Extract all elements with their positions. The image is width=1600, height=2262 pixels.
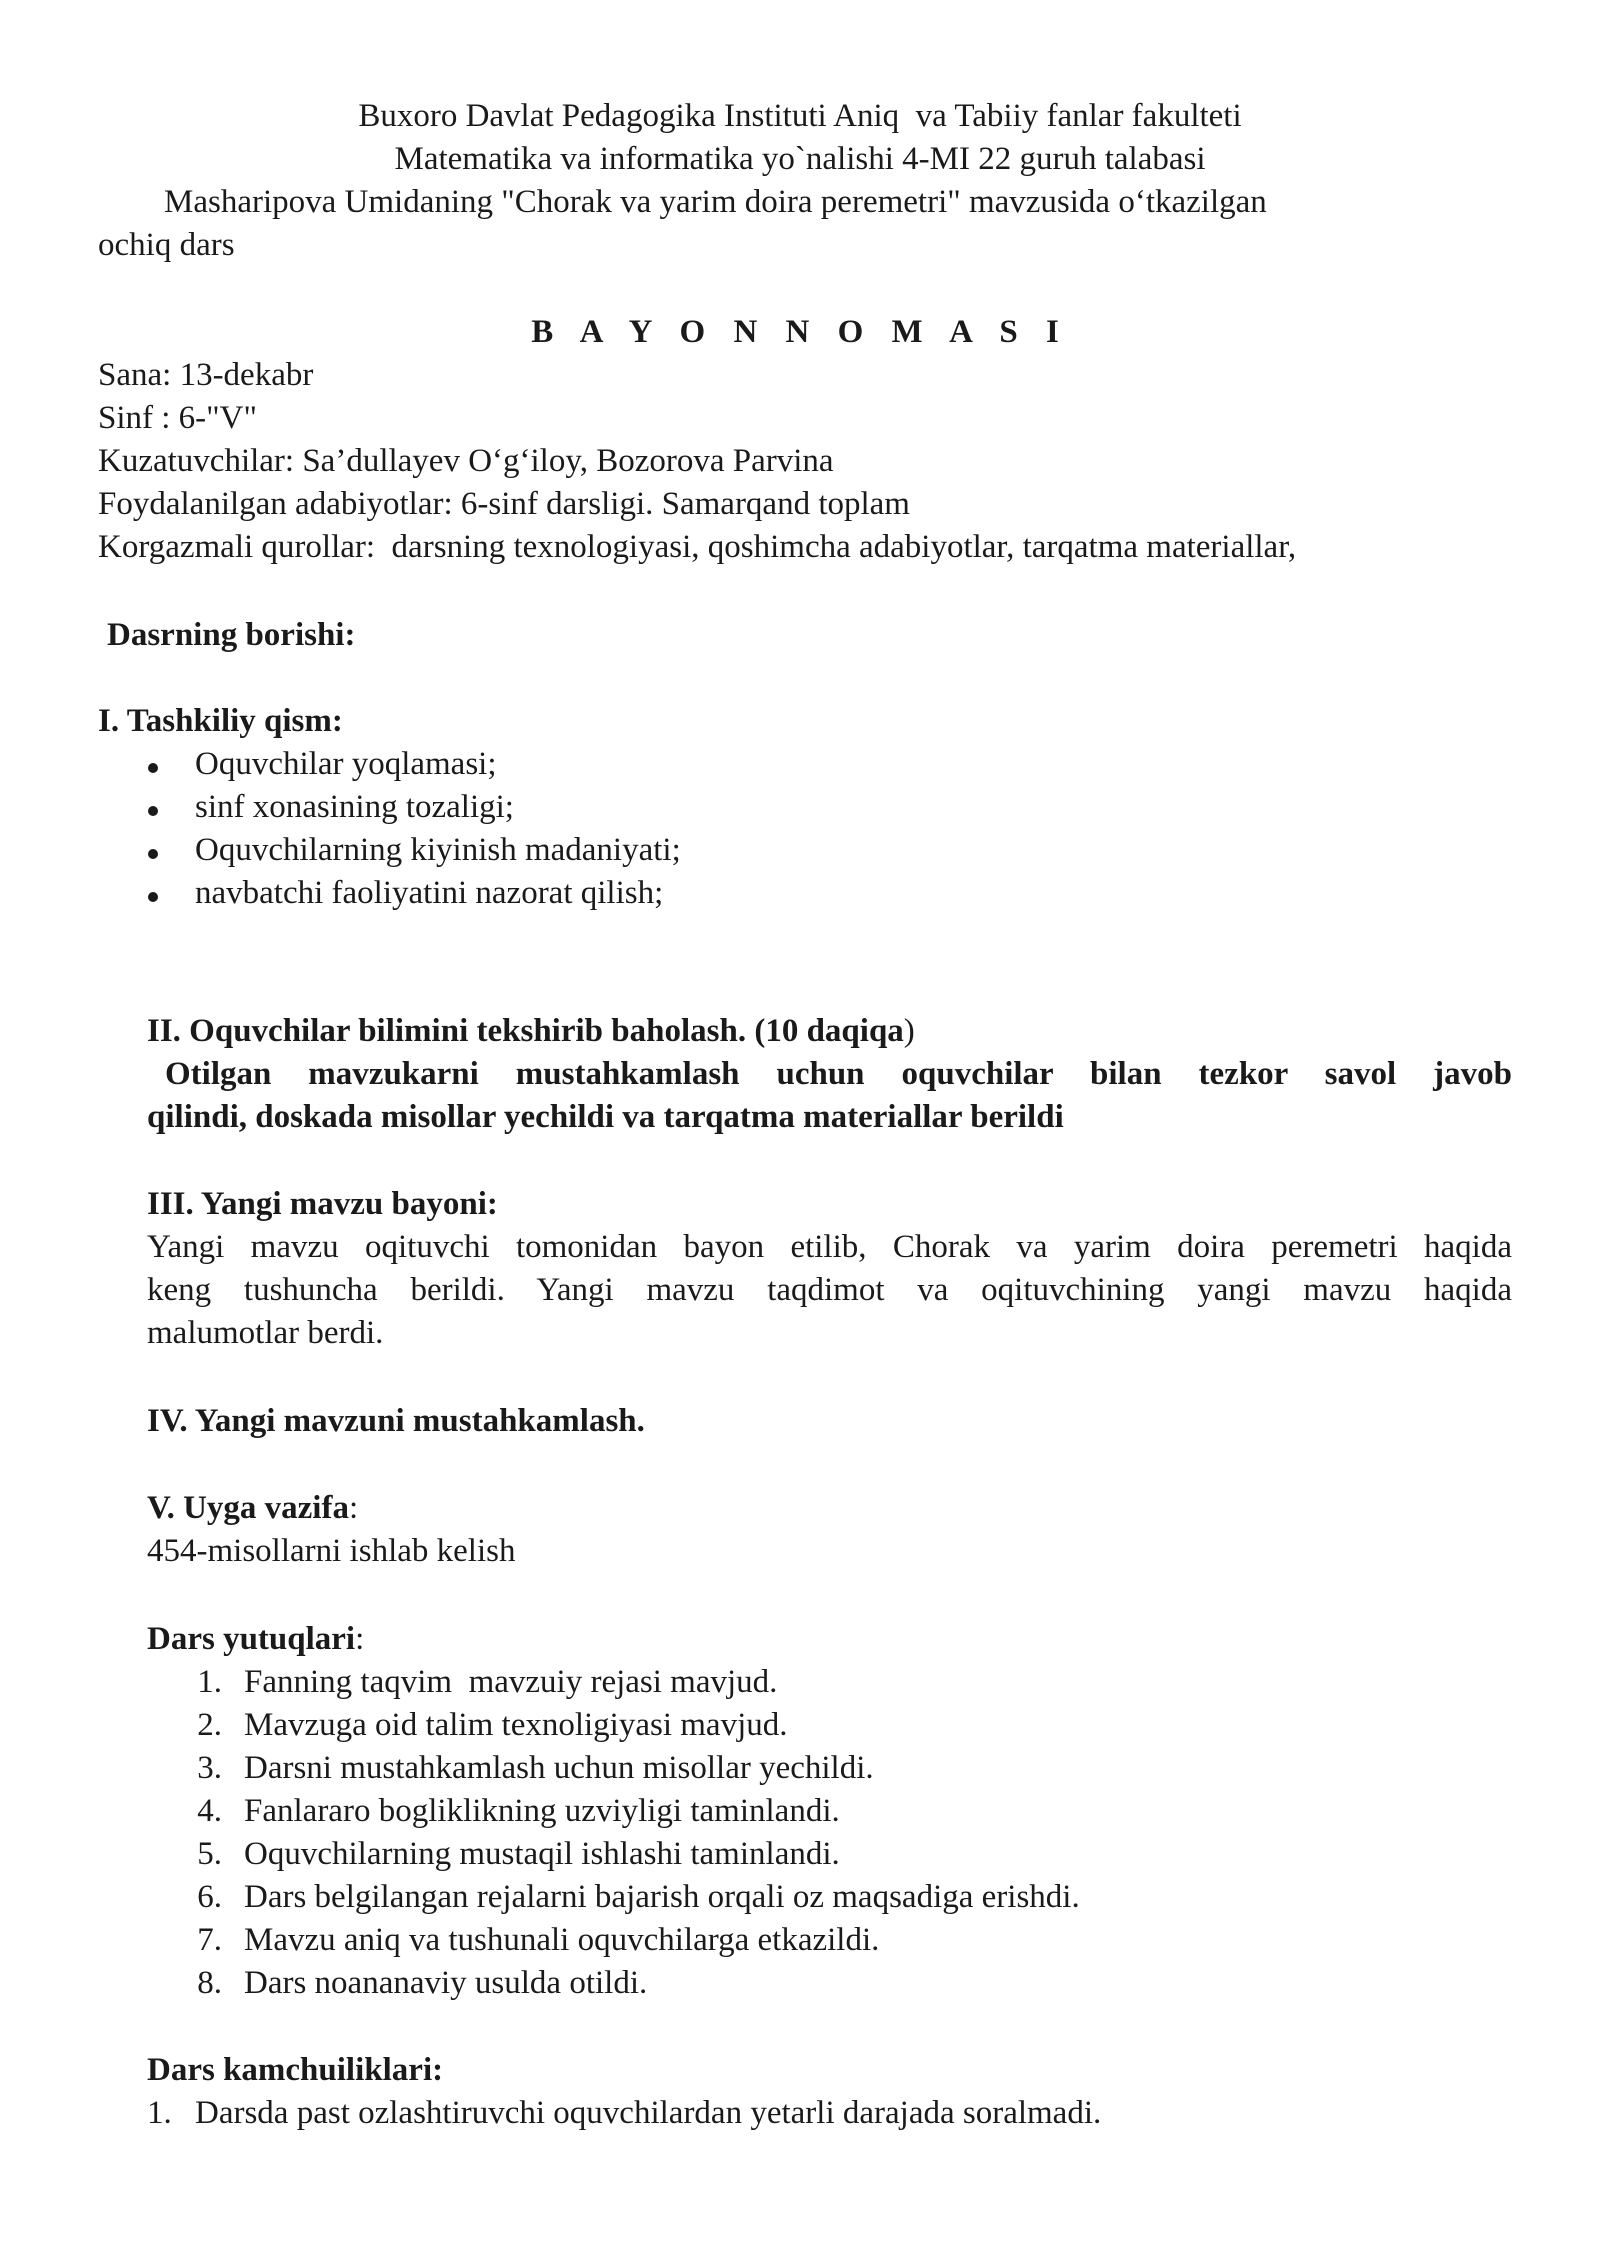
info-visual-aids: Korgazmali qurollar: darsning texnologiyasi, qoshimcha adabiyotlar, tarqatma materiallar,	[98, 529, 1297, 565]
lesson-progress-heading: Dasrning borishi:	[107, 617, 356, 653]
list-item: Mavzu aniq va tushunali oquvchilarga etkazildi.	[244, 1922, 880, 1958]
section-3-line-3: malumotlar berdi.	[147, 1315, 384, 1351]
section-2-heading	[147, 1013, 915, 1049]
list-number: 5.	[197, 1836, 222, 1872]
shortcomings-heading: Dars kamchuiliklari:	[147, 2052, 444, 2088]
bullet-icon	[148, 849, 158, 859]
header-line-3: Masharipova Umidaning "Chorak va yarim doira peremetri" mavzusida o‘tkazilgan	[164, 184, 1267, 220]
list-item: Fanning taqvim mavzuiy rejasi mavjud.	[244, 1664, 778, 1700]
list-item: Fanlararo bogliklikning uzviyligi taminlandi.	[244, 1793, 840, 1829]
list-item: Oquvchilarning mustaqil ishlashi taminlandi.	[244, 1836, 840, 1872]
header-line-2: Matematika va informatika yo`nalishi 4-MI 22 guruh talabasi	[394, 141, 1206, 177]
bullet-icon	[148, 763, 158, 773]
list-number: 2.	[197, 1707, 222, 1743]
header-line-1: Buxoro Davlat Pedagogika Instituti Aniq va Tabiiy fanlar fakulteti	[358, 98, 1242, 134]
list-number: 1.	[147, 2095, 172, 2131]
info-date: Sana: 13-dekabr	[98, 357, 314, 393]
document-title: B A Y O N N O M A S I	[531, 314, 1069, 350]
list-item: Dars noananaviy usulda otildi.	[244, 1965, 648, 2001]
bullet-icon	[148, 892, 158, 902]
info-class: Sinf : 6-"V"	[98, 400, 257, 436]
list-item: navbatchi faoliyatini nazorat qilish;	[195, 875, 664, 911]
section-2-heading-text: II. Oquvchilar bilimini tekshirib baholash. (10 daqiqa	[147, 1013, 904, 1049]
list-number: 4.	[197, 1793, 222, 1829]
bullet-icon	[148, 806, 158, 816]
section-3-heading: III. Yangi mavzu bayoni:	[147, 1186, 498, 1222]
section-2-line-1: Otilgan mavzukarni mustahkamlash uchun oquvchilar bilan tezkor savol javob	[165, 1056, 1512, 1092]
list-number: 7.	[197, 1922, 222, 1958]
section-5-heading-text: V. Uyga vazifa	[147, 1490, 349, 1526]
section-5-heading-tail: :	[348, 1490, 359, 1526]
list-item: Darsda past ozlashtiruvchi oquvchilardan yetarli darajada soralmadi.	[195, 2095, 1102, 2131]
list-item: Dars belgilangan rejalarni bajarish orqali oz maqsadiga erishdi.	[244, 1879, 1080, 1915]
list-item: Mavzuga oid talim texnoligiyasi mavjud.	[244, 1707, 788, 1743]
section-4-heading: IV. Yangi mavzuni mustahkamlash.	[147, 1403, 645, 1439]
list-number: 8.	[197, 1965, 222, 2001]
section-5-heading	[147, 1490, 358, 1526]
list-item: Darsni mustahkamlash uchun misollar yechildi.	[244, 1750, 874, 1786]
section-3-line-2: keng tushuncha berildi. Yangi mavzu taqdimot va oqituvchining yangi mavzu haqida	[147, 1272, 1512, 1308]
info-literature: Foydalanilgan adabiyotlar: 6-sinf darsligi. Samarqand toplam	[98, 486, 910, 522]
list-number: 6.	[197, 1879, 222, 1915]
achievements-heading-text: Dars yutuqlari	[147, 1621, 356, 1657]
list-number: 3.	[197, 1750, 222, 1786]
list-item: Oquvchilar yoqlamasi;	[195, 746, 497, 782]
header-line-4: ochiq dars	[98, 227, 235, 263]
list-number: 1.	[197, 1664, 222, 1700]
info-observers: Kuzatuvchilar: Sa’dullayev O‘g‘iloy, Bozorova Parvina	[98, 443, 834, 479]
achievements-heading	[147, 1621, 364, 1657]
homework-text: 454-misollarni ishlab kelish	[147, 1533, 516, 1569]
section-3-line-1: Yangi mavzu oqituvchi tomonidan bayon etilib, Chorak va yarim doira peremetri haqida	[147, 1229, 1512, 1265]
list-item: sinf xonasining tozaligi;	[195, 789, 514, 825]
achievements-heading-tail: :	[355, 1621, 365, 1657]
list-item: Oquvchilarning kiyinish madaniyati;	[195, 832, 681, 868]
section-2-line-2: qilindi, doskada misollar yechildi va tarqatma materiallar berildi	[147, 1099, 1064, 1135]
section-2-heading-tail: )	[903, 1013, 915, 1049]
section-1-heading: I. Tashkiliy qism:	[98, 703, 343, 739]
